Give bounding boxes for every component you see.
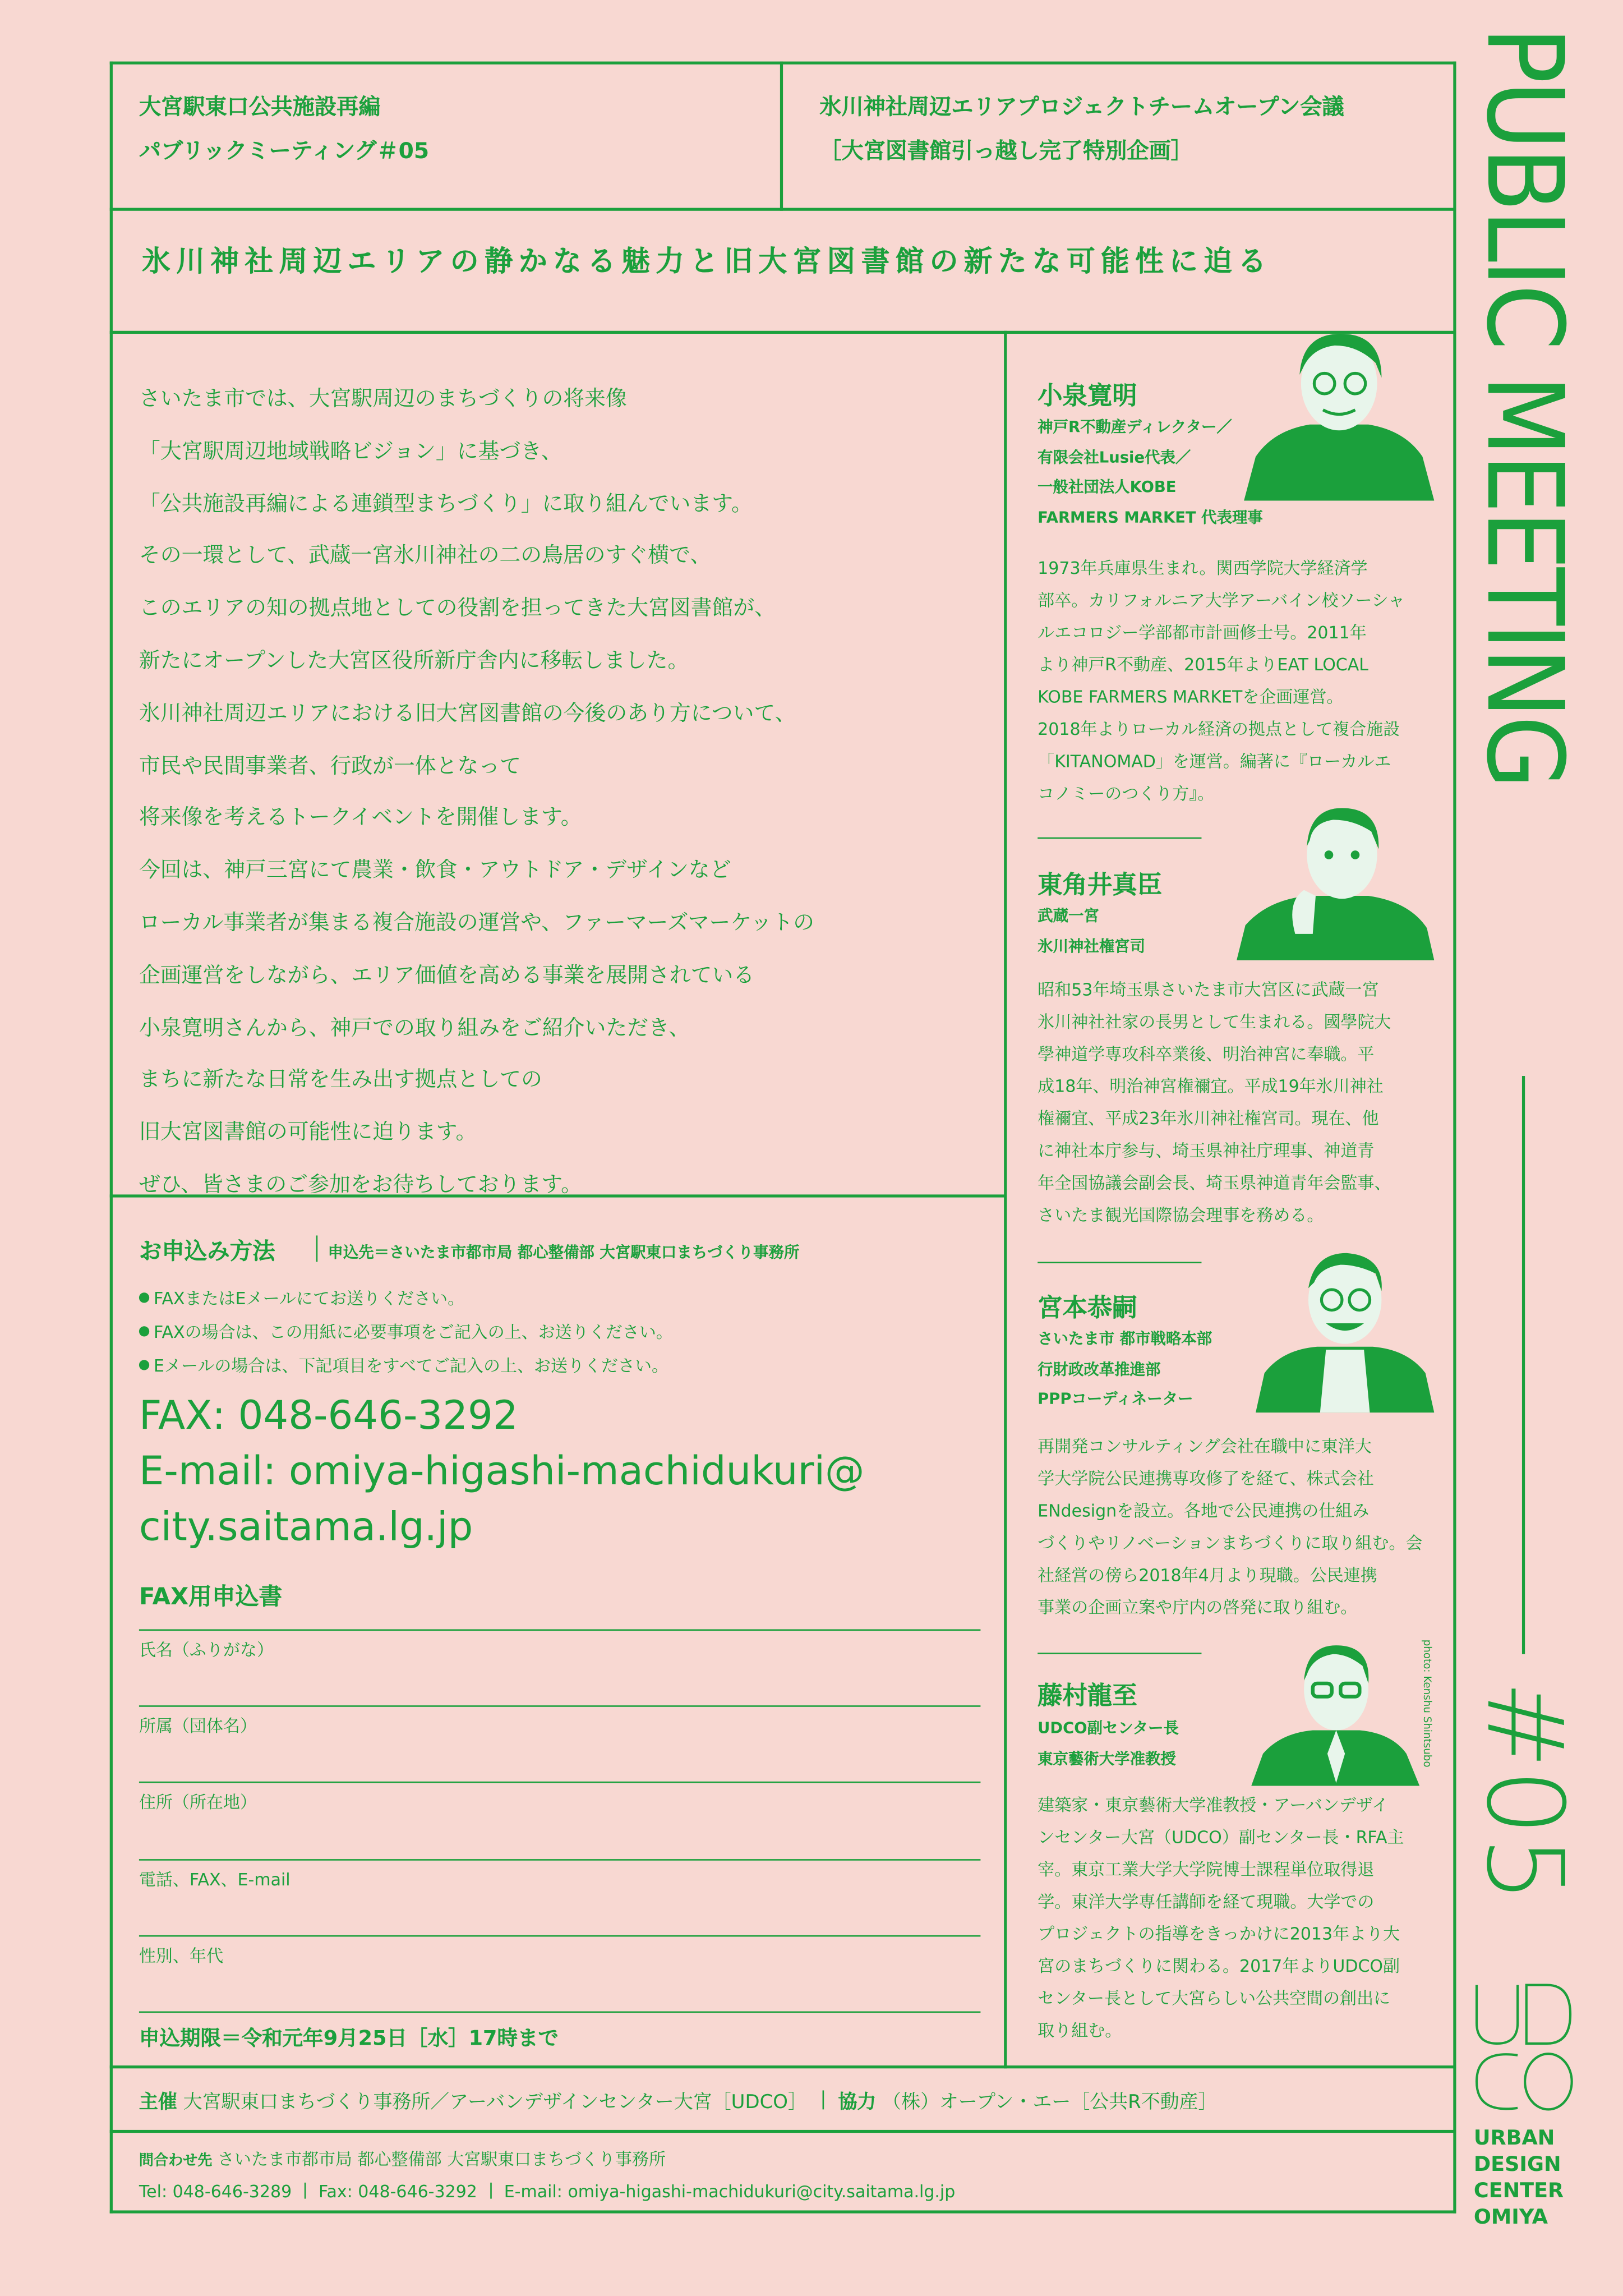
bullet-dot-icon <box>139 1360 149 1370</box>
speaker-name: 東角井真臣 <box>1038 871 1162 900</box>
apply-heading-divider <box>316 1235 318 1262</box>
form-line[interactable] <box>139 2012 980 2013</box>
intro-line: その一環として、武蔵一宮氷川神社の二の鳥居のすぐ横で、 <box>139 545 712 569</box>
speaker-portrait-icon <box>1244 325 1434 500</box>
host-name: 大宮駅東口まちづくり事務所／アーバンデザインセンター大宮［UDCO］ <box>183 2092 807 2114</box>
intro-line: さいたま市では、大宮駅周辺のまちづくりの将来像 <box>139 388 627 412</box>
organizer-row <box>139 2086 1218 2114</box>
form-label-affiliation: 所属（団体名） <box>139 1715 257 1736</box>
form-label-address: 住所（所在地） <box>139 1792 257 1812</box>
intro-line: ローカル事業者が集まる複合施設の運営や、ファーマーズマーケットの <box>139 912 814 936</box>
intro-line: 氷川神社周辺エリアにおける旧大宮図書館の今後のあり方について、 <box>139 702 796 726</box>
udco-logo-icon <box>1471 1979 1576 2120</box>
speaker-name: 宮本恭嗣 <box>1038 1294 1137 1324</box>
inquiry-email[interactable]: E-mail: omiya-higashi-machidukuri@city.saitama.lg.jp <box>504 2181 956 2202</box>
inquiry-label: 問合わせ先 <box>139 2153 213 2170</box>
vertical-number: #05 <box>1463 1680 1587 1903</box>
form-label-gender-age: 性別、年代 <box>139 1945 223 1966</box>
organizer-rule-top <box>110 2065 1456 2068</box>
speaker-title: UDCO副センター長 東京藝術大学准教授 <box>1038 1720 1179 1768</box>
header-rule <box>110 208 1456 211</box>
intro-line: 旧大宮図書館の可能性に迫ります。 <box>139 1121 477 1145</box>
host-label: 主催 <box>139 2092 177 2114</box>
header-left-line2: パブリックミーティング＃05 <box>139 137 430 164</box>
coop-label: 協力 <box>838 2092 877 2114</box>
speaker-bio: 建築家・東京藝術大学准教授・アーバンデザイ ンセンター大宮（UDCO）副センター長・RFA主 宰。東京工業大学大学院博士課程単位取得退 学。東洋大学専任講師を経て現職。大学での プロジェクトの指導をきっかけに2013年より大 宮のまちづくりに関わる。2017年よりUDCO副 センター長として大宮らしい公共空間の創出に 取り組む。 <box>1038 1795 1404 2041</box>
organizer-rule-bottom <box>110 2130 1456 2133</box>
speaker-portrait-icon <box>1237 799 1434 960</box>
intro-text <box>139 375 814 1213</box>
speaker-portrait-icon <box>1256 1244 1434 1412</box>
frame-bottom <box>110 2210 1456 2213</box>
speaker-title: 神戸R不動産ディレクター／ 有限会社Lusie代表／ 一般社団法人KOBE FARMERS MARKET 代表理事 <box>1038 418 1263 527</box>
intro-line: 「公共施設再編による連鎖型まちづくり」に取り組んでいます。 <box>139 493 753 517</box>
intro-line: 市民や民間事業者、行政が一体となって <box>139 754 522 779</box>
header-left-line1: 大宮駅東口公共施設再編 <box>139 94 381 120</box>
form-line[interactable] <box>139 1705 980 1707</box>
column-divider <box>1004 331 1007 2069</box>
form-label-contact: 電話、FAX、E-mail <box>139 1869 291 1890</box>
deadline: 申込期限＝令和元年9月25日［水］17時まで <box>139 2027 559 2051</box>
frame-right <box>1453 62 1456 2214</box>
speaker-bio: 再開発コンサルティング会社在職中に東洋大 学大学院公民連携専攻修了を経て、株式会社 ENdesignを設立。各地で公民連携の仕組み づくりやリノベーションまちづくりに取り組む。会 社経営の傍ら2018年4月より現職。公民連携 事業の企画立案や庁内の啓発に取り組む。 <box>1038 1435 1423 1618</box>
email-line1[interactable]: E-mail: omiya-higashi-machidukuri@ <box>139 1449 865 1495</box>
intro-line: ぜひ、皆さまのご参加をお待ちしております。 <box>139 1174 582 1198</box>
speaker-name: 小泉寛明 <box>1038 382 1137 412</box>
inquiry-org: さいたま市都市局 都心整備部 大宮駅東口まちづくり事務所 <box>217 2148 666 2170</box>
bullet-item: FAXの場合は、この用紙に必要事項をご記入の上、お送りください。 <box>139 1316 673 1350</box>
form-label-name: 氏名（ふりがな） <box>139 1639 274 1660</box>
intro-line: まちに新たな日常を生み出す拠点としての <box>139 1069 542 1093</box>
intro-line: 「大宮駅周辺地域戦略ビジョン」に基づき、 <box>139 440 562 464</box>
header-right-line1: 氷川神社周辺エリアプロジェクトチームオープン会議 <box>819 94 1344 120</box>
speaker-separator <box>1038 1262 1201 1263</box>
vertical-title: PUBLIC MEETING <box>1463 26 1587 786</box>
coop-name: （株）オープン・エー［公共R不動産］ <box>882 2092 1218 2114</box>
inquiry-contacts <box>139 2181 955 2202</box>
apply-heading: お申込み方法 <box>139 1238 275 1265</box>
fax-number: FAX: 048-646-3292 <box>139 1393 518 1439</box>
intro-line: 小泉寛明さんから、神戸での取り組みをご紹介いただき、 <box>139 1016 690 1041</box>
inquiry-fax: Fax: 048-646-3292 <box>318 2181 477 2202</box>
form-line[interactable] <box>139 1859 980 1861</box>
inquiry-divider <box>305 2183 306 2199</box>
speaker-bio: 昭和53年埼玉県さいたま市大宮区に武蔵一宮 氷川神社社家の長男として生まれる。國學院大 學神道学専攻科卒業後、明治神宮に奉職。平 成18年、明治神宮権禰宜。平成19年氷川神社 権禰宜、平成23年氷川神社権宮司。現在、他 に神社本庁参与、埼玉県神社庁理事、神道青 年全国協議会副会長、埼玉県神道青年会監事、 さいたま観光国際協会理事を務める。 <box>1038 979 1391 1226</box>
frame-left <box>110 62 113 2214</box>
speaker-separator <box>1038 838 1201 839</box>
header-right-line2: ［大宮図書館引っ越し完了特別企画］ <box>819 137 1193 164</box>
inquiry-divider <box>490 2183 492 2199</box>
organizer-divider <box>822 2090 823 2109</box>
email-line2[interactable]: city.saitama.lg.jp <box>139 1504 473 1550</box>
vertical-title-rule <box>1522 1076 1525 1654</box>
intro-line: このエリアの知の拠点地としての役割を担ってきた大宮図書館が、 <box>139 597 776 621</box>
photo-credit: photo: Kenshu Shintsubo <box>1421 1639 1433 1768</box>
inquiry-row <box>139 2147 666 2171</box>
apply-destination: 申込先＝さいたま市都市局 都心整備部 大宮駅東口まちづくり事務所 <box>328 1244 800 1262</box>
form-line <box>139 1629 980 1631</box>
bullet-item: Eメールの場合は、下記項目をすべてご記入の上、お送りください。 <box>139 1350 673 1383</box>
speaker-separator <box>1038 1653 1201 1654</box>
intro-line: 今回は、神戸三宮にて農業・飲食・アウトドア・デザインなど <box>139 859 731 884</box>
form-title: FAX用申込書 <box>139 1582 283 1611</box>
speaker-name: 藤村龍至 <box>1038 1682 1137 1711</box>
udco-wordmark: URBAN DESIGN CENTER OMIYA <box>1473 2127 1564 2230</box>
intro-line: 企画運営をしながら、エリア価値を高める事業を展開されている <box>139 964 755 988</box>
form-line[interactable] <box>139 1935 980 1937</box>
intro-line: 将来像を考えるトークイベントを開催します。 <box>139 807 582 831</box>
speaker-bio: 1973年兵庫県生まれ。関西学院大学経済学 部卒。カリフォルニア大学アーバイン校ソーシャ ルエコロジー学部都市計画修士号。2011年 より神戸R不動産、2015年よりEAT LOCAL KOBE FARMERS MARKETを企画運営。 2018年よりローカル経済の拠点として複合施設 「KITANOMAD」を運営。編著に『ローカルエ コノミーのつくり方』。 <box>1038 558 1405 804</box>
apply-bullets <box>139 1282 673 1383</box>
bullet-dot-icon <box>139 1326 149 1336</box>
speaker-portrait-icon <box>1251 1636 1419 1786</box>
header-divider <box>780 62 783 211</box>
inquiry-tel: Tel: 048-646-3289 <box>139 2181 292 2202</box>
bullet-item: FAXまたはEメールにてお送りください。 <box>139 1282 673 1316</box>
intro-line: 新たにオープンした大宮区役所新庁舎内に移転しました。 <box>139 650 689 674</box>
speaker-title: 武蔵一宮 氷川神社権宮司 <box>1038 907 1145 955</box>
form-line[interactable] <box>139 1782 980 1783</box>
speaker-title: さいたま市 都市戦略本部 行財政改革推進部 PPPコーディネーター <box>1038 1331 1212 1409</box>
headline: 氷川神社周辺エリアの静かなる魅力と旧大宮図書館の新たな可能性に迫る <box>142 244 1272 278</box>
bullet-dot-icon <box>139 1292 149 1303</box>
